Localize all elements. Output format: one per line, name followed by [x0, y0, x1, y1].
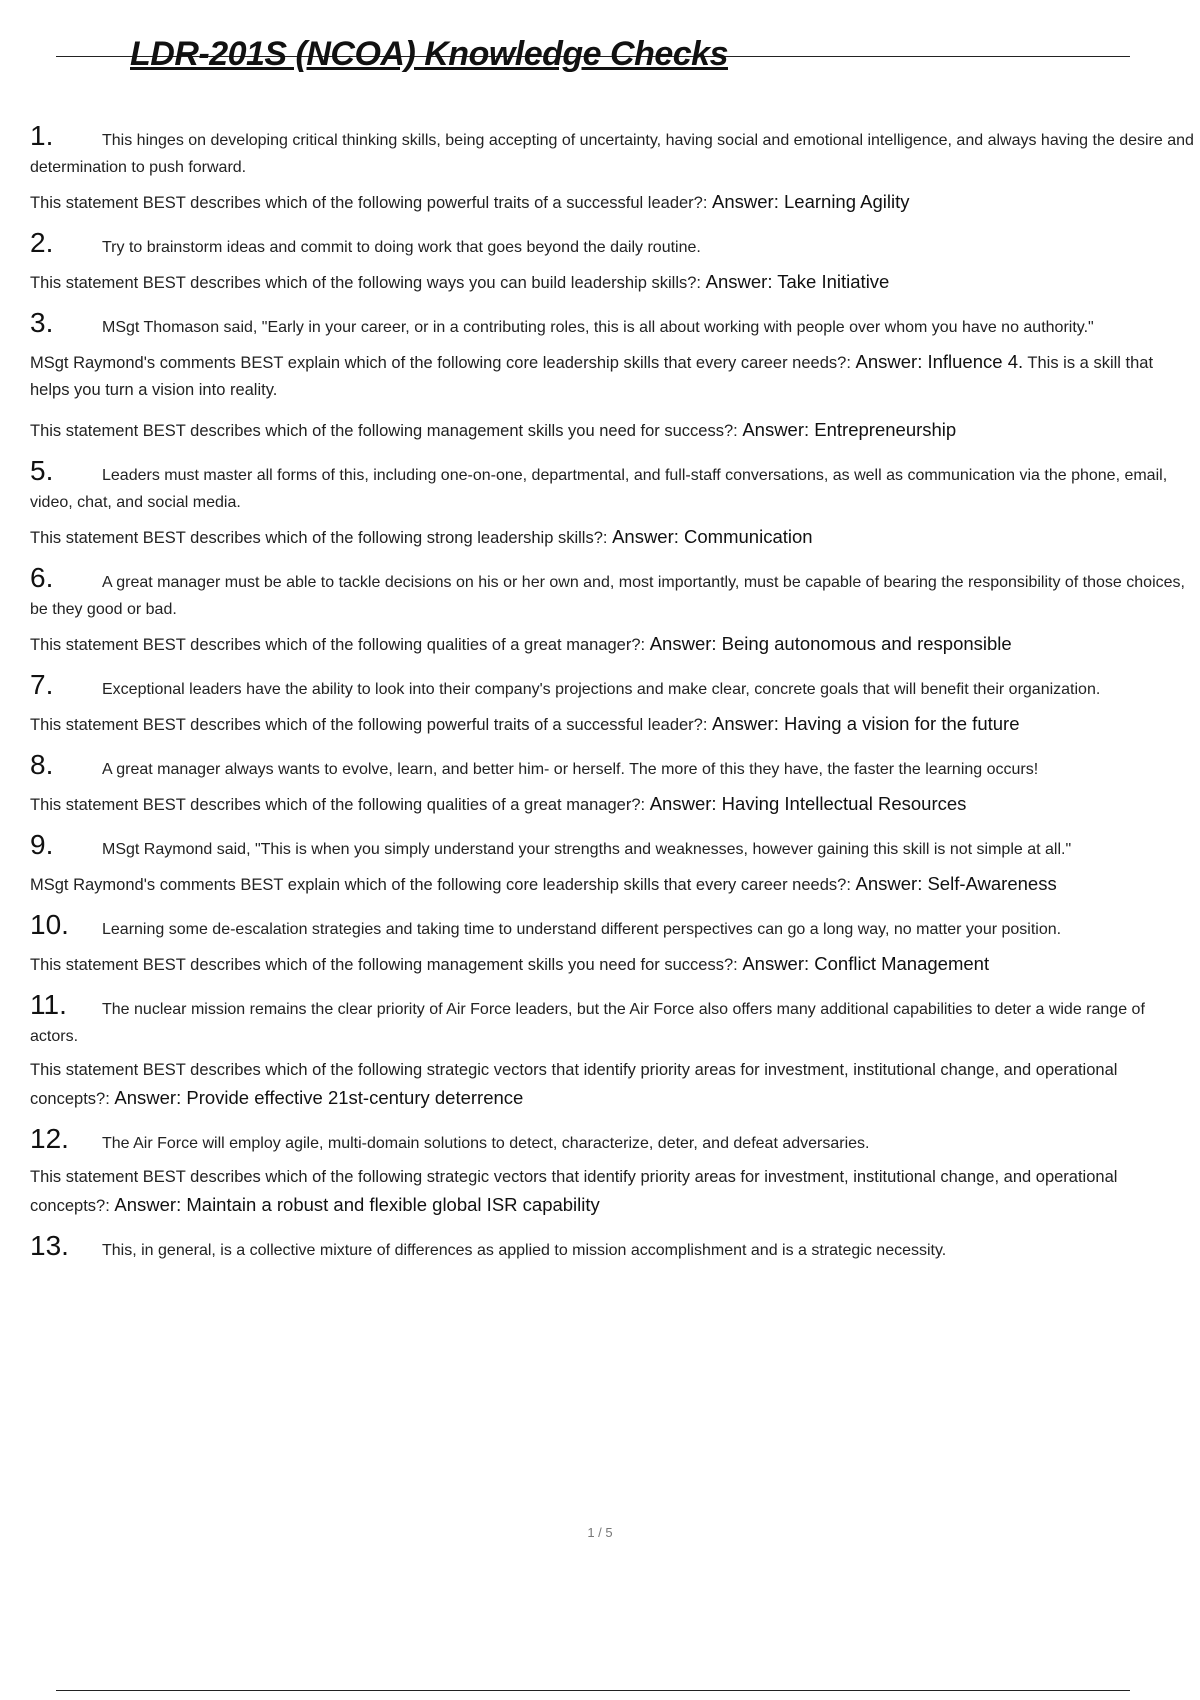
question-statement	[30, 870, 1195, 899]
answer-text: Answer: Maintain a robust and flexible global ISR capability	[114, 1194, 600, 1215]
question-prompt: A great manager always wants to evolve, learn, and better him- or herself. The more of this they have, the faster the learning occurs!	[102, 761, 1039, 778]
answer-text: Answer: Having Intellectual Resources	[649, 793, 967, 814]
question-stem: This statement BEST describes which of the following strategic vectors that identify priority areas for investment, institutional change, and operational concepts?:	[30, 1168, 1118, 1215]
question-item	[30, 564, 1195, 659]
question-item	[30, 416, 1195, 445]
question-number: 10.	[30, 909, 69, 940]
answer-text: Answer: Influence 4.	[855, 351, 1024, 372]
answer-text: Answer: Conflict Management	[742, 953, 990, 974]
question-stem: This statement BEST describes which of the following management skills you need for success?:	[30, 956, 738, 974]
question-prompt-line	[30, 671, 1195, 703]
question-item	[30, 911, 1195, 979]
question-number: 3.	[30, 307, 54, 338]
question-number: 7.	[30, 669, 54, 700]
question-prompt-line	[30, 751, 1195, 783]
question-prompt-line	[30, 991, 1195, 1050]
question-item	[30, 831, 1195, 899]
answer-text: Answer: Self-Awareness	[855, 873, 1057, 894]
question-item	[30, 671, 1195, 739]
answer-text: Answer: Being autonomous and responsible	[649, 633, 1012, 654]
question-statement	[30, 710, 1195, 739]
answer-text: Answer: Learning Agility	[712, 191, 910, 212]
question-statement	[30, 188, 1195, 217]
question-stem: This statement BEST describes which of the following qualities of a great manager?:	[30, 796, 646, 814]
question-number: 2.	[30, 227, 54, 258]
question-number: 12.	[30, 1123, 69, 1154]
answer-text: Answer: Communication	[612, 526, 813, 547]
question-stem: This statement BEST describes which of the following management skills you need for success?:	[30, 422, 738, 440]
question-stem: MSgt Raymond's comments BEST explain which of the following core leadership skills that every career needs?:	[30, 354, 851, 372]
question-prompt-line	[30, 457, 1195, 516]
question-item	[30, 1232, 1195, 1264]
question-stem: This statement BEST describes which of the following powerful traits of a successful leader?:	[30, 194, 708, 212]
question-number: 8.	[30, 749, 54, 780]
question-item	[30, 309, 1195, 404]
question-prompt: Exceptional leaders have the ability to look into their company's projections and make clear, concrete goals that will benefit their organization.	[102, 681, 1101, 698]
question-statement	[30, 1057, 1195, 1113]
answer-text: Answer: Entrepreneurship	[742, 419, 957, 440]
question-statement	[30, 523, 1195, 552]
question-statement	[30, 790, 1195, 819]
page-indicator: 1 / 5	[587, 1525, 613, 1540]
question-prompt-line	[30, 122, 1195, 181]
question-statement	[30, 416, 1195, 445]
question-tail: This is a skill that helps you turn a vision into reality.	[30, 354, 1154, 399]
question-prompt-line	[30, 911, 1195, 943]
question-item	[30, 122, 1195, 217]
question-prompt: The Air Force will employ agile, multi-domain solutions to detect, characterize, deter, and defeat adversaries.	[102, 1135, 870, 1152]
question-number: 11.	[30, 989, 67, 1020]
question-stem: MSgt Raymond's comments BEST explain which of the following core leadership skills that every career needs?:	[30, 876, 851, 894]
answer-text: Answer: Take Initiative	[705, 271, 890, 292]
answer-text: Answer: Having a vision for the future	[712, 713, 1020, 734]
question-stem: This statement BEST describes which of the following ways you can build leadership skills?:	[30, 274, 702, 292]
question-prompt-line	[30, 229, 1195, 261]
question-statement	[30, 630, 1195, 659]
question-list	[30, 122, 1195, 1264]
question-number: 5.	[30, 455, 54, 486]
question-prompt: This, in general, is a collective mixture of differences as applied to mission accomplishment and is a strategic necessity.	[102, 1242, 947, 1259]
question-stem: This statement BEST describes which of the following qualities of a great manager?:	[30, 636, 646, 654]
question-item	[30, 457, 1195, 552]
question-prompt: MSgt Thomason said, "Early in your career, or in a contributing roles, this is all about working with people over whom you have no authority."	[102, 319, 1094, 336]
question-number: 1.	[30, 120, 54, 151]
question-statement	[30, 1164, 1195, 1220]
question-prompt-line	[30, 1232, 1195, 1264]
question-stem: This statement BEST describes which of the following powerful traits of a successful leader?:	[30, 716, 708, 734]
question-prompt-line	[30, 1125, 1195, 1157]
question-stem: This statement BEST describes which of the following strategic vectors that identify priority areas for investment, institutional change, and operational concepts?:	[30, 1061, 1118, 1108]
question-prompt: MSgt Raymond said, "This is when you simply understand your strengths and weaknesses, however gaining this skill is not simple at all."	[102, 841, 1072, 858]
question-statement	[30, 348, 1195, 404]
answer-text: Answer: Provide effective 21st-century deterrence	[114, 1087, 524, 1108]
bottom-rule	[56, 1690, 1130, 1691]
question-prompt: This hinges on developing critical thinking skills, being accepting of uncertainty, having social and emotional intelligence, and always having the desire and determination to push forward.	[30, 132, 1194, 176]
question-prompt-line	[30, 309, 1195, 341]
question-statement	[30, 268, 1195, 297]
question-prompt: Leaders must master all forms of this, including one-on-one, departmental, and full-staff conversations, as well as communication via the phone, email, video, chat, and social media.	[30, 467, 1168, 511]
question-number: 9.	[30, 829, 54, 860]
question-statement	[30, 950, 1195, 979]
question-prompt-line	[30, 831, 1195, 863]
question-number: 13.	[30, 1230, 69, 1261]
document-title: LDR-201S (NCOA) Knowledge Checks	[130, 35, 728, 73]
question-item	[30, 1125, 1195, 1220]
question-stem: This statement BEST describes which of the following strong leadership skills?:	[30, 529, 608, 547]
question-prompt: Learning some de-escalation strategies and taking time to understand different perspectives can go a long way, no matter your position.	[102, 921, 1062, 938]
question-item	[30, 991, 1195, 1113]
question-item	[30, 229, 1195, 297]
question-number: 6.	[30, 562, 54, 593]
question-item	[30, 751, 1195, 819]
question-prompt: Try to brainstorm ideas and commit to doing work that goes beyond the daily routine.	[102, 239, 701, 256]
question-prompt: A great manager must be able to tackle decisions on his or her own and, most importantly, must be capable of bearing the responsibility of those choices, be they good or bad.	[30, 574, 1185, 618]
question-prompt-line	[30, 564, 1195, 623]
question-prompt: The nuclear mission remains the clear priority of Air Force leaders, but the Air Force also offers many additional capabilities to deter a wide range of actors.	[30, 1001, 1145, 1045]
